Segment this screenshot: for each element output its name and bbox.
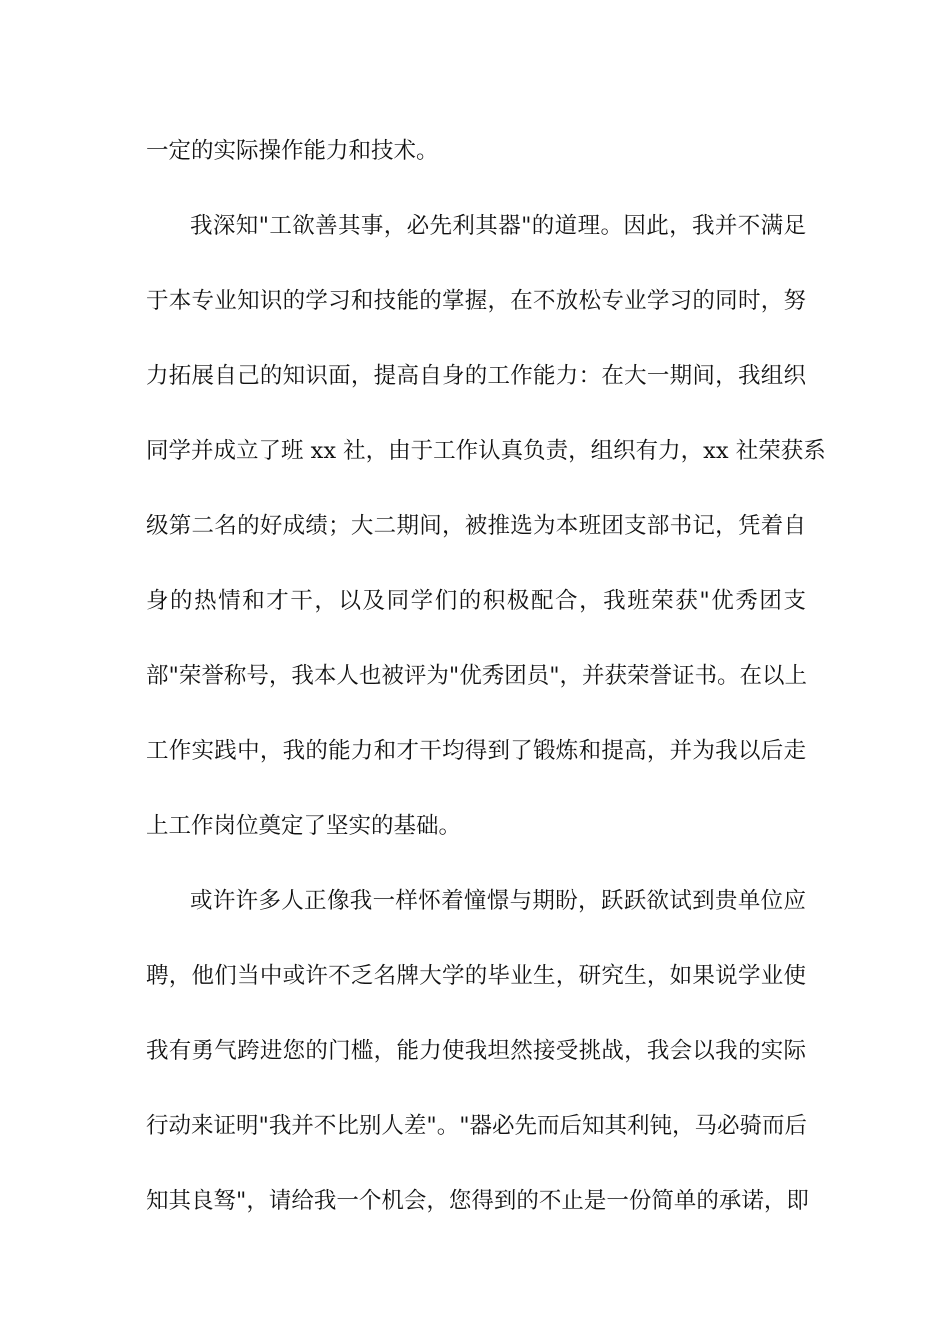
text-line: 级第二名的好成绩；大二期间，被推选为本班团支部书记，凭着自: [146, 513, 806, 539]
text-line: 行动来证明"我并不比别人差"。"器必先而后知其利钝，马必骑而后: [146, 1113, 808, 1139]
text-line: 同学并成立了班 xx 社，由于工作认真负责，组织有力，xx 社荣获系: [146, 438, 826, 464]
text-line: 力拓展自己的知识面，提高自身的工作能力：在大一期间，我组织: [146, 363, 806, 389]
text-line: 聘，他们当中或许不乏名牌大学的毕业生，研究生，如果说学业使: [146, 963, 806, 989]
text-line: 我有勇气跨进您的门槛，能力使我坦然接受挑战，我会以我的实际: [146, 1038, 806, 1064]
text-line: 知其良驽"，请给我一个机会，您得到的不止是一份简单的承诺，即: [146, 1188, 809, 1214]
text-line: 上工作岗位奠定了坚实的基础。: [146, 813, 462, 839]
text-line: 一定的实际操作能力和技术。: [146, 138, 439, 164]
text-line: 或许许多人正像我一样怀着憧憬与期盼，跃跃欲试到贵单位应: [190, 888, 806, 914]
text-line: 部"荣誉称号，我本人也被评为"优秀团员"，并获荣誉证书。在以上: [146, 663, 808, 689]
text-line: 身的热情和才干，以及同学们的积极配合，我班荣获"优秀团支: [146, 588, 806, 614]
text-line: 于本专业知识的学习和技能的掌握，在不放松专业学习的同时，努: [146, 288, 806, 314]
text-line: 工作实践中，我的能力和才干均得到了锻炼和提高，并为我以后走: [146, 738, 806, 764]
text-line: 我深知"工欲善其事，必先利其器"的道理。因此，我并不满足: [190, 213, 806, 239]
